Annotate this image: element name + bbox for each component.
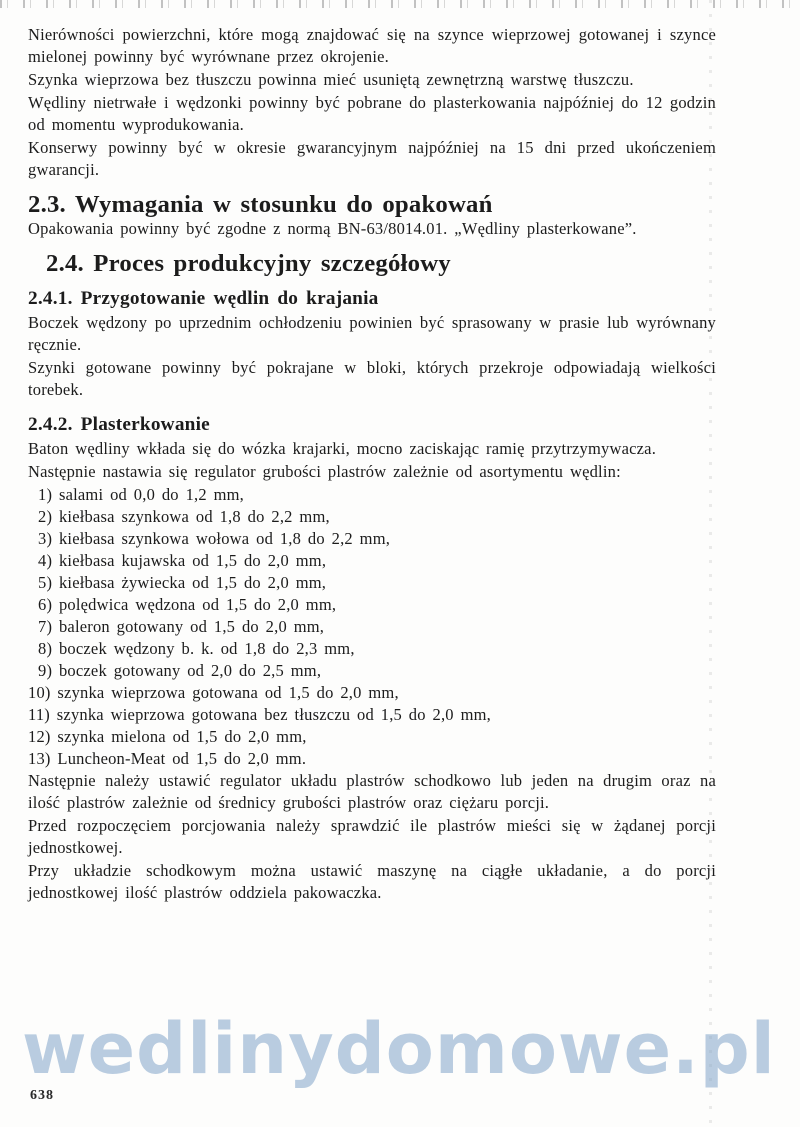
paragraph-slicer-loading: Baton wędliny wkłada się do wózka krajarki, mocno zaciskając ramię przytrzymywacza. (28, 439, 657, 458)
paragraph-surface-unevenness: Nierówności powierzchni, które mogą znajdować się na szynce wieprzowej gotowanej i szynce mielonej powinny być wyrównane przez okrojenie. (28, 25, 716, 66)
paragraph-thickness-regulator: Następnie nastawia się regulator grubości plastrów zależnie od asortymentu wędlin: (28, 462, 621, 481)
list-item-szynka-mielona: 12) szynka mielona od 1,5 do 2,0 mm, (28, 727, 307, 746)
list-item-kielbasa-szynkowa-wolowa: 3) kiełbasa szynkowa wołowa od 1,8 do 2,2 mm, (38, 529, 391, 548)
list-item-boczek-gotowany: 9) boczek gotowany od 2,0 do 2,5 mm, (38, 661, 322, 680)
paragraph-ham-fat-removal: Szynka wieprzowa bez tłuszczu powinna mieć usuniętą zewnętrzną warstwę tłuszczu. (28, 70, 634, 89)
list-item-luncheon-meat: 13) Luncheon-Meat od 1,5 do 2,0 mm. (28, 749, 307, 768)
paragraph-ham-blocks: Szynki gotowane powinny być pokrajane w bloki, których przekroje odpowiadają wielkości torebek. (28, 358, 716, 399)
section-heading-2-4-2: 2.4.2. Plasterkowanie (28, 414, 210, 435)
paragraph-stack-regulator: Następnie należy ustawić regulator układu plastrów schodkowo lub jeden na drugim oraz na ilość plastrów zależnie od średnicy grubości plastrów oraz ciężaru porcji. (28, 771, 716, 812)
paragraph-canned-warranty: Konserwy powinny być w okresie gwarancyjnym najpóźniej na 15 dni przed ukończeniem gwarancji. (28, 138, 716, 179)
list-item-szynka-wieprzowa-gotowana: 10) szynka wieprzowa gotowana od 1,5 do 2,0 mm, (28, 683, 399, 702)
watermark: wedlinydomowe.pl (22, 1008, 776, 1090)
list-item-boczek-wedzony: 8) boczek wędzony b. k. od 1,8 do 2,3 mm, (38, 639, 355, 658)
paragraph-packaging-norm: Opakowania powinny być zgodne z normą BN-63/8014.01. „Wędliny plasterkowane”. (28, 219, 637, 238)
section-heading-2-4: 2.4. Proces produkcyjny szczegółowy (46, 250, 451, 277)
paragraph-slicing-deadline: Wędliny nietrwałe i wędzonki powinny być pobrane do plasterkowania najpóźniej do 12 godzin od momentu wyprodukowania. (28, 93, 716, 134)
list-item-kielbasa-zywiecka: 5) kiełbasa żywiecka od 1,5 do 2,0 mm, (38, 573, 327, 592)
paragraph-portion-check: Przed rozpoczęciem porcjowania należy sprawdzić ile plastrów mieści się w żądanej porcji jednostkowej. (28, 816, 716, 857)
list-item-baleron-gotowany: 7) baleron gotowany od 1,5 do 2,0 mm, (38, 617, 325, 636)
slice-thickness-list (28, 484, 716, 770)
list-item-poledwica-wedzona: 6) polędwica wędzona od 1,5 do 2,0 mm, (38, 595, 337, 614)
paragraph-bacon-pressing: Boczek wędzony po uprzednim ochłodzeniu powinien być sprasowany w prasie lub wyrównany ręcznie. (28, 313, 716, 354)
section-heading-2-3: 2.3. Wymagania w stosunku do opakowań (28, 191, 493, 218)
paragraph-continuous-stacking: Przy układzie schodkowym można ustawić maszynę na ciągłe układanie, a do porcji jednostkowej ilość plastrów oddziela pakowaczka. (28, 861, 716, 902)
list-item-kielbasa-szynkowa: 2) kiełbasa szynkowa od 1,8 do 2,2 mm, (38, 507, 330, 526)
section-heading-2-4-1: 2.4.1. Przygotowanie wędlin do krajania (28, 288, 379, 309)
page-number: 638 (30, 1088, 54, 1103)
list-item-salami: 1) salami od 0,0 do 1,2 mm, (38, 485, 245, 504)
list-item-kielbasa-kujawska: 4) kiełbasa kujawska od 1,5 do 2,0 mm, (38, 551, 327, 570)
list-item-szynka-wieprzowa-bez-tluszczu: 11) szynka wieprzowa gotowana bez tłuszczu od 1,5 do 2,0 mm, (28, 705, 491, 724)
document-body (28, 24, 716, 905)
scan-artifact-top (0, 0, 800, 8)
